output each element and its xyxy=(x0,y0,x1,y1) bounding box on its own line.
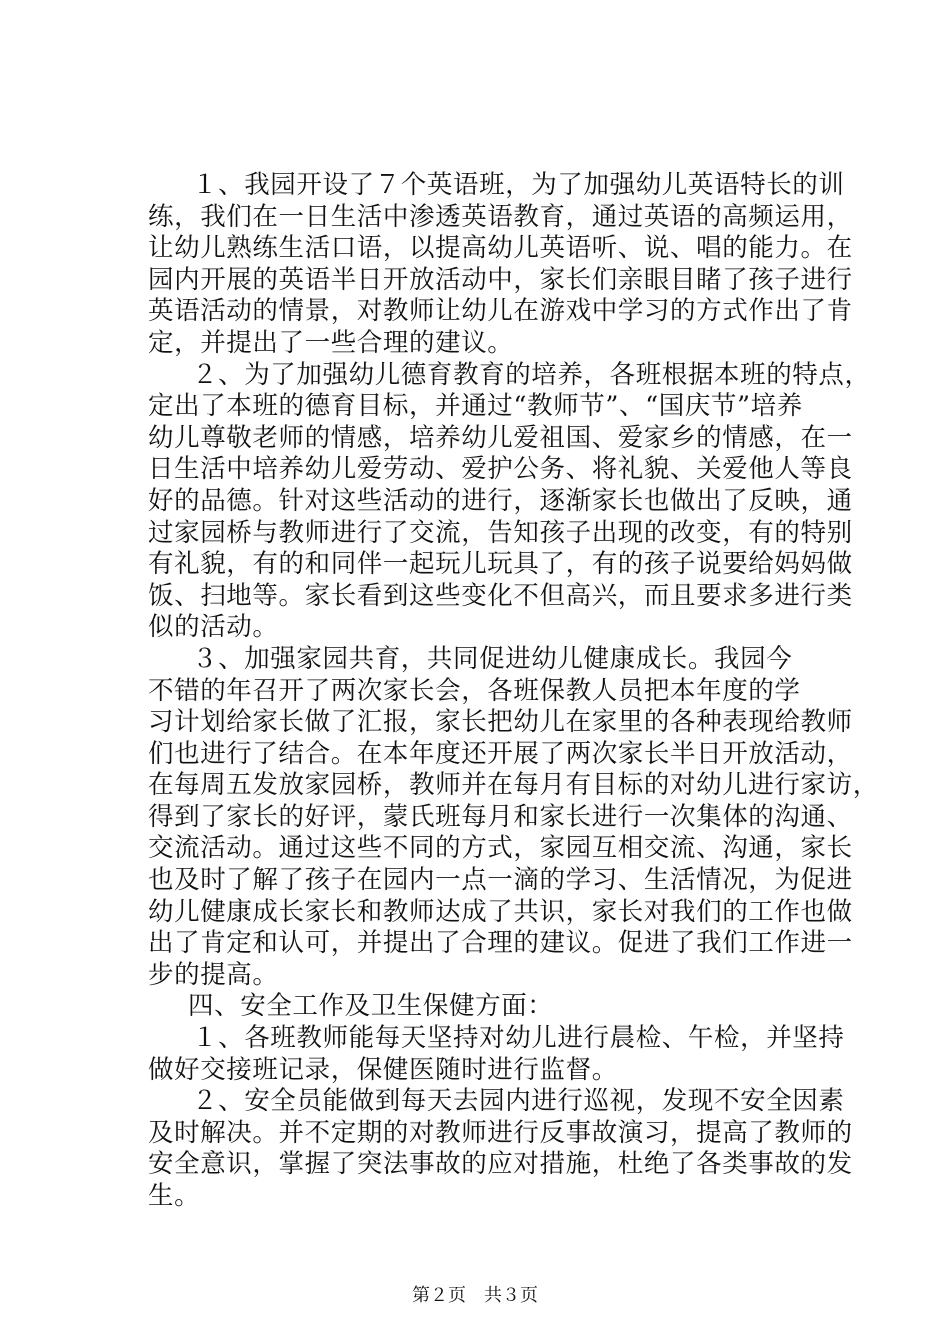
paragraph-line: 出了肯定和认可，并提出了合理的建议。促进了我们工作进一 xyxy=(148,928,853,959)
paragraph-line: 做好交接班记录，保健医随时进行监督。 xyxy=(148,1054,618,1085)
paragraph-line: １、我园开设了７个英语班，为了加强幼儿英语特长的训 xyxy=(192,170,845,200)
paragraph-line: 让幼儿熟练生活口语，以提高幼儿英语听、说、唱的能力。在 xyxy=(148,233,853,264)
paragraph-line: 饭、扫地等。家长看到这些变化不但高兴，而且要求多进行类 xyxy=(148,580,853,611)
paragraph-line: ２、安全员能做到每天去园内进行巡视，发现不安全因素 xyxy=(192,1086,845,1117)
paragraph-line: 交流活动。通过这些不同的方式，家园互相交流、沟通，家长 xyxy=(148,833,853,864)
paragraph-line: 园内开展的英语半日开放活动中，家长们亲眼目睹了孩子进行 xyxy=(148,264,853,295)
paragraph-line: 步的提高。 xyxy=(148,959,279,990)
document-body xyxy=(148,170,879,1213)
paragraph-line: 过家园桥与教师进行了交流，告知孩子出现的改变，有的特别 xyxy=(148,517,853,548)
paragraph-line: １、各班教师能每天坚持对幼儿进行晨检、午检，并坚持 xyxy=(192,1023,845,1054)
paragraph-line: 英语活动的情景，对教师让幼儿在游戏中学习的方式作出了肯 xyxy=(148,296,853,327)
paragraph-line: 安全意识，掌握了突法事故的应对措施，杜绝了各类事故的发 xyxy=(148,1149,853,1180)
paragraph-line: ３、加强家园共育，共同促进幼儿健康成长。我园今 xyxy=(192,643,793,674)
paragraph-line: 定，并提出了一些合理的建议。 xyxy=(148,327,514,358)
paragraph-line: 有礼貌，有的和同伴一起玩儿玩具了，有的孩子说要给妈妈做 xyxy=(148,549,853,580)
section-heading: 四、安全工作及卫生保健方面： xyxy=(188,991,554,1022)
paragraph-line: 习计划给家长做了汇报，家长把幼儿在家里的各种表现给教师 xyxy=(148,707,853,738)
paragraph-line: 及时解决。并不定期的对教师进行反事故演习，提高了教师的 xyxy=(148,1117,853,1148)
paragraph-line: 不错的年召开了两次家长会，各班保教人员把本年度的学 xyxy=(148,675,801,706)
paragraph-line: 似的活动。 xyxy=(148,612,279,643)
paragraph-line: 幼儿健康成长家长和教师达成了共识，家长对我们的工作也做 xyxy=(148,896,853,927)
paragraph-line: 也及时了解了孩子在园内一点一滴的学习、生活情况，为促进 xyxy=(148,865,853,896)
paragraph-line: 定出了本班的德育目标，并通过“教师节”、“国庆节”培养 xyxy=(148,391,803,422)
page-number-footer: 第２页 共３页 xyxy=(412,1285,538,1306)
paragraph-line: 幼儿尊敬老师的情感，培养幼儿爱祖国、爱家乡的情感，在一 xyxy=(148,422,853,453)
paragraph-line: 们也进行了结合。在本年度还开展了两次家长半日开放活动， xyxy=(148,738,853,769)
paragraph-line: 好的品德。针对这些活动的进行，逐渐家长也做出了反映，通 xyxy=(148,485,853,516)
paragraph-line: 练，我们在一日生活中渗透英语教育，通过英语的高频运用， xyxy=(148,201,853,232)
paragraph-line: 在每周五发放家园桥，教师并在每月有目标的对幼儿进行家访， xyxy=(148,770,879,801)
paragraph-line: ２、为了加强幼儿德育教育的培养，各班根据本班的特点， xyxy=(192,359,871,390)
paragraph-line: 生。 xyxy=(148,1181,201,1211)
paragraph-line: 得到了家长的好评，蒙氏班每月和家长进行一次集体的沟通、 xyxy=(148,801,853,832)
paragraph-line: 日生活中培养幼儿爱劳动、爱护公务、将礼貌、关爱他人等良 xyxy=(148,454,853,485)
